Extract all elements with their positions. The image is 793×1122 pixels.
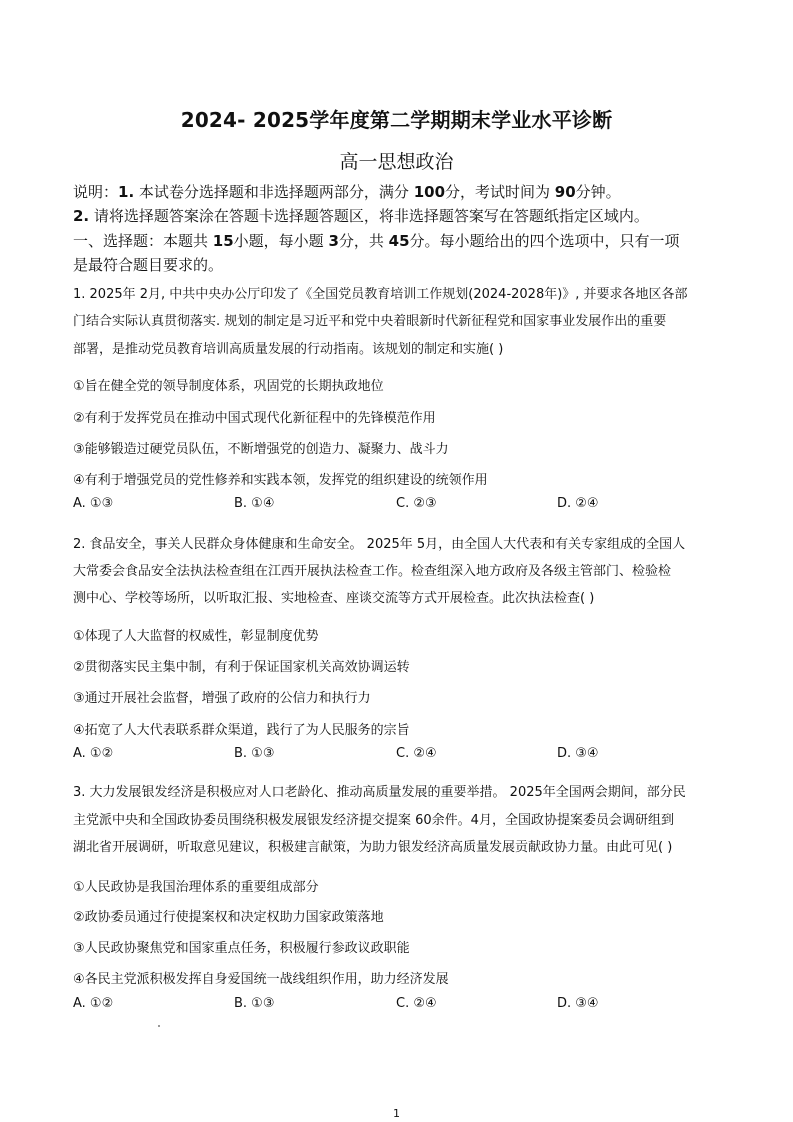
scan-speck [158, 1025, 160, 1027]
answer-choice-c: C. ②④ [396, 746, 437, 761]
statement-option: ④拓宽了人大代表联系群众渠道，践行了为人民服务的宗旨 [73, 723, 410, 738]
question-stem-line: 门结合实际认真贯彻落实. 规划的制定是习近平和党中央着眼新时代新征程党和国家事业发展作出的重要 [73, 314, 667, 329]
section-heading-line-2: 是最符合题目要求的。 [73, 256, 224, 274]
instruction-line-1: 说明：1. 本试卷分选择题和非选择题两部分，满分 100分，考试时间为 90分钟。 [73, 183, 621, 201]
question-stem-line: 1. 2025年 2月, 中共中央办公厅印发了《全国党员教育培训工作规划(2024-2028年)》, 并要求各地区各部 [73, 287, 688, 302]
answer-choice-a: A. ①③ [73, 496, 114, 511]
answer-choice-b: B. ①③ [234, 746, 275, 761]
page-title: 2024- 2025学年度第二学期期末学业水平诊断 [180, 108, 613, 132]
question-stem-line: 湖北省开展调研，听取意见建议，积极建言献策，为助力银发经济高质量发展贡献政协力量。由此可见( ) [73, 840, 673, 855]
statement-option: ④各民主党派积极发挥自身爱国统一战线组织作用，助力经济发展 [73, 972, 449, 987]
answer-choice-d: D. ②④ [557, 496, 599, 511]
question-stem-line: 2. 食品安全，事关人民群众身体健康和生命安全。 2025年 5月，由全国人大代表和有关专家组成的全国人 [73, 537, 686, 552]
answer-choice-c: C. ②③ [396, 496, 437, 511]
question-stem-line: 部署，是推动党员教育培训高质量发展的行动指南。该规划的制定和实施( ) [73, 342, 504, 357]
answer-choice-a: A. ①② [73, 996, 114, 1011]
section-heading: 一、选择题：本题共 15小题，每小题 3分，共 45分。每小题给出的四个选项中，只有一项 [73, 232, 680, 250]
statement-option: ③通过开展社会监督，增强了政府的公信力和执行力 [73, 691, 371, 706]
page-number: 1 [393, 1107, 400, 1120]
answer-choice-c: C. ②④ [396, 996, 437, 1011]
statement-option: ③能够锻造过硬党员队伍，不断增强党的创造力、凝聚力、战斗力 [73, 442, 449, 457]
answer-choice-a: A. ①② [73, 746, 114, 761]
question-stem-line: 3. 大力发展银发经济是积极应对人口老龄化、推动高质量发展的重要举措。 2025年全国两会期间，部分民 [73, 785, 686, 800]
question-stem-line: 主党派中央和全国政协委员围绕积极发展银发经济提交提案 60余件。4月，全国政协提案委员会调研组到 [73, 813, 674, 828]
answer-choice-b: B. ①④ [234, 496, 275, 511]
answer-choice-b: B. ①③ [234, 996, 275, 1011]
statement-option: ②有利于发挥党员在推动中国式现代化新征程中的先锋模范作用 [73, 411, 436, 426]
statement-option: ①人民政协是我国治理体系的重要组成部分 [73, 880, 319, 895]
page-subtitle: 高一思想政治 [339, 151, 454, 173]
statement-option: ④有利于增强党员的党性修养和实践本领，发挥党的组织建设的统领作用 [73, 473, 488, 488]
answer-choice-d: D. ③④ [557, 746, 599, 761]
statement-option: ③人民政协聚焦党和国家重点任务，积极履行参政议政职能 [73, 941, 410, 956]
statement-option: ①旨在健全党的领导制度体系，巩固党的长期执政地位 [73, 379, 384, 394]
question-stem-line: 大常委会食品安全法执法检查组在江西开展执法检查工作。检查组深入地方政府及各级主管部门、检验检 [73, 564, 672, 579]
statement-option: ①体现了人大监督的权威性，彰显制度优势 [73, 629, 319, 644]
statement-option: ②政协委员通过行使提案权和决定权助力国家政策落地 [73, 910, 384, 925]
instruction-line-2: 2. 请将选择题答案涂在答题卡选择题答题区，将非选择题答案写在答题纸指定区域内。 [73, 207, 649, 225]
answer-choice-d: D. ③④ [557, 996, 599, 1011]
question-stem-line: 测中心、学校等场所，以听取汇报、实地检查、座谈交流等方式开展检查。此次执法检查( ) [73, 591, 595, 606]
statement-option: ②贯彻落实民主集中制，有利于保证国家机关高效协调运转 [73, 660, 410, 675]
